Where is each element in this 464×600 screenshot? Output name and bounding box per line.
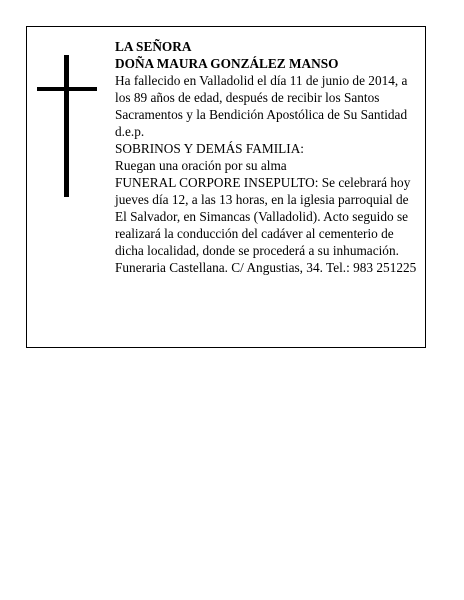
notice-title-line1: LA SEÑORA	[115, 39, 192, 54]
funeral-details: FUNERAL CORPORE INSEPULTO: Se celebrará hoy jueves día 12, a las 13 horas, en la iglesia parroquial de El Salvador, en Simancas (Valladolid). Acto seguido se realizará la conducción del cadáver al cementerio de dicha localidad, donde se procederá a su inhumación.	[115, 175, 411, 258]
family-heading: SOBRINOS Y DEMÁS FAMILIA:	[115, 141, 305, 156]
cross-vertical-bar	[64, 55, 69, 197]
latin-cross-icon	[37, 55, 97, 197]
deceased-name: DOÑA MAURA GONZÁLEZ MANSO	[115, 56, 339, 71]
obituary-notice	[26, 26, 426, 348]
death-announcement: Ha fallecido en Valladolid el día 11 de junio de 2014, a los 89 años de edad, después de recibir los Santos Sacramentos y la Bendición Apostólica de Su Santidad d.e.p.	[115, 73, 408, 139]
notice-text	[115, 38, 421, 276]
cross-horizontal-bar	[37, 87, 97, 91]
funeral-home-info: Funeraria Castellana. C/ Angustias, 34. Tel.: 983 251225	[115, 260, 417, 275]
prayer-request: Ruegan una oración por su alma	[115, 158, 287, 173]
